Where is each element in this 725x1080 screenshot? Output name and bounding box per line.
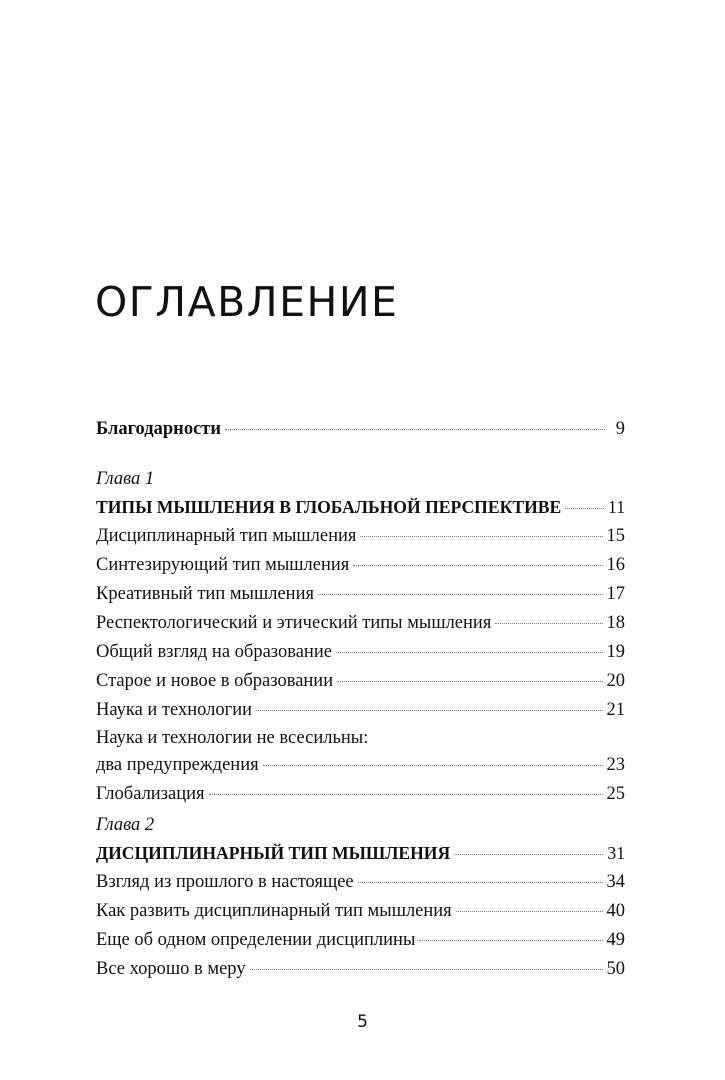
toc-entry-page: 16 <box>606 555 625 575</box>
page-number: 5 <box>357 1012 368 1032</box>
toc-entry-page: 18 <box>606 613 625 633</box>
toc-entry-page: 34 <box>606 872 625 892</box>
dot-leader <box>336 652 603 653</box>
toc-entry-multiline <box>96 725 625 780</box>
toc-entry <box>96 751 625 780</box>
toc-entry-title: Синтезирующий тип мышления <box>96 555 350 575</box>
toc-entry-title: Наука и технологии <box>96 700 253 720</box>
toc-entry <box>96 551 625 580</box>
toc-entry-title: Как развить дисциплинарный тип мышления <box>96 901 452 921</box>
dot-leader <box>225 429 605 430</box>
toc-entry-page: 11 <box>608 497 625 517</box>
toc-entry <box>96 868 625 897</box>
toc-entry-title: Все хорошо в меру <box>96 959 246 979</box>
toc-entry <box>96 897 625 926</box>
toc-entry-title: Респектологический и этический типы мышления <box>96 613 492 633</box>
toc-entry-title: Старое и новое в образовании <box>96 671 334 691</box>
toc-chapter-1 <box>96 465 625 809</box>
toc-chapter-2 <box>96 811 625 984</box>
dot-leader <box>495 623 602 624</box>
toc-entry <box>96 696 625 725</box>
toc-entry <box>96 667 625 696</box>
toc-entry <box>96 580 625 609</box>
toc-entry-title: Креативный тип мышления <box>96 584 314 604</box>
dot-leader <box>337 681 602 682</box>
dot-leader <box>456 911 603 912</box>
toc-entry-page: 25 <box>606 784 625 804</box>
toc-chapter-title <box>96 493 625 522</box>
dot-leader <box>454 854 603 855</box>
toc-entry-page: 50 <box>606 959 625 979</box>
page-title: ОГЛАВЛЕНИЕ <box>95 278 399 326</box>
dot-leader <box>256 710 602 711</box>
toc-entry-page: 23 <box>606 755 625 775</box>
dot-leader <box>318 594 603 595</box>
toc-entry-title: Глобализация <box>96 784 205 804</box>
toc-entry-acknowledgements <box>96 415 625 444</box>
toc-chapter-title <box>96 839 625 868</box>
toc-entry-page: 20 <box>606 671 625 691</box>
toc-entry-title: Взгляд из прошлого в настоящее <box>96 872 354 892</box>
toc-entry-title: Общий взгляд на образование <box>96 642 332 662</box>
toc-entry <box>96 926 625 955</box>
dot-leader <box>419 940 602 941</box>
dot-leader <box>565 508 604 509</box>
toc-entry-title: Благодарности <box>96 419 222 439</box>
toc-entry-title: Еще об одном определении дисциплины <box>96 930 416 950</box>
dot-leader <box>263 765 603 766</box>
toc-entry <box>96 780 625 809</box>
toc-entry-page: 17 <box>606 584 625 604</box>
toc-entry-page: 19 <box>606 642 625 662</box>
dot-leader <box>358 882 603 883</box>
toc-entry <box>96 609 625 638</box>
toc-entry-title: Дисциплинарный тип мышления <box>96 526 357 546</box>
chapter-label: Глава 1 <box>96 469 155 489</box>
toc-front <box>96 415 625 444</box>
toc-entry-page: 31 <box>607 843 625 863</box>
toc-entry <box>96 522 625 551</box>
toc-entry-page: 9 <box>615 419 625 439</box>
toc-entry-page: 40 <box>606 901 625 921</box>
toc-entry <box>96 638 625 667</box>
toc-entry-page: 21 <box>606 700 625 720</box>
toc-entry-title-line1: Наука и технологии не всесильны: <box>96 728 369 748</box>
toc-entry-page: 15 <box>606 526 625 546</box>
toc-entry <box>96 955 625 984</box>
toc-entry-title-line2: два предупреждения <box>96 755 259 775</box>
dot-leader <box>250 969 603 970</box>
toc-entry-title: ТИПЫ МЫШЛЕНИЯ В ГЛОБАЛЬНОЙ ПЕРСПЕКТИВЕ <box>96 497 562 517</box>
dot-leader <box>353 565 602 566</box>
dot-leader <box>209 794 603 795</box>
dot-leader <box>360 536 602 537</box>
toc-entry-title: ДИСЦИПЛИНАРНЫЙ ТИП МЫШЛЕНИЯ <box>96 843 451 863</box>
toc-entry-page: 49 <box>606 930 625 950</box>
chapter-label: Глава 2 <box>96 815 155 835</box>
